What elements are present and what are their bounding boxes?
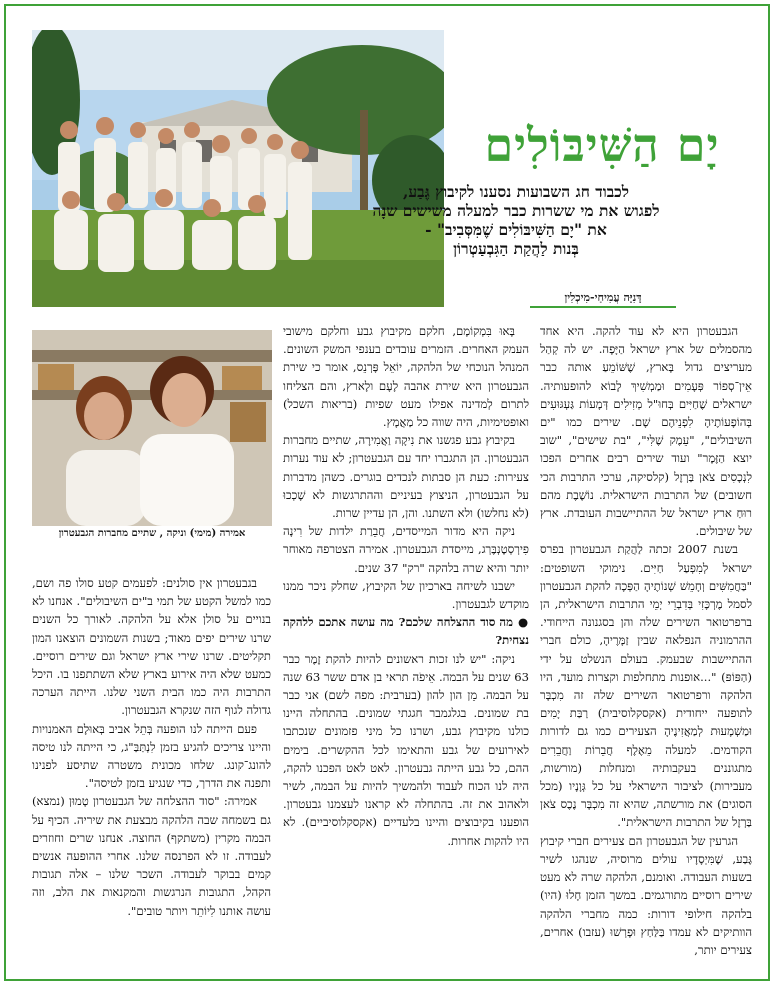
paragraph: אמירה: "סוד ההצלחה של הגבעטרון טָמוּן (נמצא) גם בשמחה שבה הלהקה מבצעת את שיריה. הכיף על הבמה מקרין (משתקף) החוצה. אנחנו שרים וחוזרים לעבודה. זו לא הפרנסה שלנו. אחרי ההופעה אנשים קמים בבוקר לעבודה. השכר שלנו – אלה תגובות הקהל, התגובות הנרגשות והמקנאות את הלב, וזה עושה אותנו לִיוֹתֵר ויותר טובים". xyxy=(32,794,271,918)
paragraph: בקיבוץ גבע פגשנו את נִיקָה וַאֲמִירָה, שתיים מחברות הגבעטרון. הן התגברו יחד עם הגבעטרון; לא עוד נערות צעירות: כעת הן סבתות לנכדים בוגרים. כשהן מדברות על הגבעטרון, הניצוץ בעיניים וההתרגשות לא שָׁכְכוּ (לא נחלשו) ולא השתנו. והן, הן עדיין שרות. xyxy=(283,433,529,521)
subhead-line: בְּנות לַהֲקַת הַגִּבְעַטְרוֹן xyxy=(453,239,579,258)
paragraph: בָּאוּ בִּמְקוֹמָם, חלקם מקיבוץ גבע וחלקם מישובי העמק האחרים. הזמרים עובדים בענפי המשק השונים. המנהל הנוכחי של הלהקה, יוֹאֵל פָּרְנֵס, אומר כי שירת הגבעטרון היא שירת אהבה לָעָם ולָארץ, והם הצליחו לתרום לְמדינה אפילו מעט שפיות (בריאות השכל) ואופטימיות, היה שווה כל מַאֲמָץ. xyxy=(283,324,529,430)
photo-caption: אמירה (מימי) וניקה , שתיים מחברות הגבעטרון xyxy=(58,528,246,539)
paragraph: בגבעטרון אין סולנים: לפעמים קטע סולו פה ושם, כמו למשל הקטע של תמי ב"ים השיבולים". אנחנו לא בנויים על סולן אלא על הלהקה. לאורך כל השנים שרנו שירים יפים מאוד; בשנות השמונים הוצאנו המון תקליטים. שרנו שירי ארץ ישראל וגם שירים רוסיים. כמעט שלא היה אירוע בארץ שלא השתתפנו בו. היכל התרבות היה כמו הבית השני שלנו. הייתה הערכה גדולה לגוף הזה שנקרא הגבעטרון. xyxy=(32,576,271,718)
bullet-icon: ● xyxy=(512,615,530,630)
text-column-2 xyxy=(283,322,529,850)
text-column-3 xyxy=(32,574,271,920)
author-byline: דָּנִיָּה עֲמִיחַי-מִיכְלִין xyxy=(530,291,676,308)
subhead-line: לכבוד חג השבועות נסענו לקיבוץ גֶּבַע, xyxy=(402,182,629,201)
article-headline: יָם הַשִּׁיבּוֹלִים xyxy=(484,118,720,172)
paragraph: הגבעטרון היא לא עוד להקה. היא אחד מהסמלים של ארץ ישראל הַיָּפָה. יש לה קְהַל מעריצים גדול בָּארץ, שֶׁשּׁוֹמֵעַ אותה כבר אֵין־סְפוֹר פְּעָמִים וּמַמְשִׁיךְ לָבוֹא להופעותיה. ישראלים שֶׁחַיִּים בְּחוּ"ל מְזִילִים דְּמָעוֹת גַּעְגּוּעִים בְּהוֹפָעוֹתֶיהָ לִפְנֵיהֶם שָׁם. שירים כמו "ים השיבולים", "עֵמֶק שֶׁלִּי", "בת שישים", "שוב יוצא הַזֶּמֶר" ועוד שירים רבים אחרים הפכו לִנְכָסִים צֹאן בַּרְזֶל (קלסיקה, ערכי התרבות הכי חשובים) של התרבות הישראלית. נוֹשֶׁבֶת מהם רוּחַ ארץ ישראל של ההתיישבות העובדת. ארץ של שיבולים. xyxy=(540,324,752,539)
subhead-line: לפגוש את מי ששרות כבר למעלה משישים שנָה xyxy=(372,201,660,220)
question-text: מה סוד ההצלחה שלכם? מה עושה אתכם ללהקה נצחית? xyxy=(283,615,529,648)
paragraph: הגרעין של הגבעטרון הם צעירים חברי קיבוץ גֶּבַע, שֶׁמִּיְסָדָיו עולים מרוסיה, שנהגו לשיר בשעות העבודה. ואומנם, הלהקה שרה לא מעט שירים רוסיים מתורגמים. במשך הזמן חָלוּ (היו) בלהקה חילופי דורות: כמה מחברי הלהקה הוותיקים לא עמדו בַּלַּחַץ וּפָרְשׁוּ (עזבו) אחרים, צעירים יותר, xyxy=(540,833,752,957)
article-subheadline xyxy=(282,182,750,258)
subhead-line: את "יָם הַשִּׁיבּוֹלִים שֶׁמִּסְּבִיב" - xyxy=(425,220,607,239)
paragraph: ניקה היא מדור המייסדים, חֲבֵרַת ילדות של רִינָה פִירְסְטֶנְבֶּרְג, מייסדת הגבעטרון. אמירה הצטרפה מאוחר יותר והיא שרה בלהקה "רק" 37 שנים. xyxy=(283,524,529,575)
portrait-photo xyxy=(32,330,272,526)
paragraph: ניקה: "יש לנו זכות ראשונים להיות להקת זֶמֶר כבר 63 שנים על הבמה. אֵיפֹה תראי בן אדם ששר 63 שנה על הבמה. מֵן הון להון (בערבית: מפה לשם) אני כבר בת שמונים. בגלגמבר חגגתי שמונים. בהתחלה היינו כולנו מקיבוץ גבע, ושרנו כל מיני פזמונים שנכתבו לאירועים של גבע והתאימו לכל ההקשרים. בימים ההם, כל גבע הייתה גבעטרון. לאט לאט הפכנו להקה, היה לנו הכוח לעבוד ולהמשיך להיות על הבמה, לשיר ולאהוב את זה. בהתחלה לא קראנו לעצמנו גבעטרון. הופענו בקיבוצים והיינו בלעדיים (אקסקלוסיביים). לא היו להקות אחרות. xyxy=(283,651,529,848)
group-photo xyxy=(32,30,444,307)
interview-question xyxy=(283,613,529,649)
paragraph: בשנת 2007 זכתה לַהֲקַת הגבעטרון בפרס ישראל לְמִפְעַל חַיִּים. נימוקי השופטים: "בַּחֲמִשִּׁים וְחָמֵשׁ שְׁנוֹתֶיהָ הַפְּכָה להקת הגבעטרון לסמל מֶרְכָּזִי בְּדִבְרֵי יְמֵי התרבות הישראלית, הן ברפרטואר השירים שלה והן בסגנונה הייחודי. ההרמוניה הנפלאה שבין זַמָּרֶיהָ, כולם חברי ההתיישבות שבעמק. בעולם הנשלט על ידי (הַפּוֹפּ) "...אופנות מתחלפות וקצרות מועד, היו הלהקה ורפרטואר השירים שלה זה מִכְבָּר לתופעה ייחודית (אקסקלוסיבית) רַבַּת יָמִים וּמַשְׁמָעוּת לְמַאֲזִינֶיהָ הצעירים כמו גם לדורות הקודמים. למעלה מֵאֶלֶף חֲבֵרוֹת וַחֲבֵרִים מתגוננים בעקבותיה ומנחלות (מורשות, מעבירות) לציבור הישראלי על כל גְּוָנָיו (מכל הסוגים) את מורשתה, שהיא זה מִכְבָּר נֶכֶס צֹאן בַּרְזֶל של התרבות הישראלית". xyxy=(540,542,752,830)
text-column-1 xyxy=(540,322,752,959)
paragraph: ישבנו לשיחה בארכיון של הקיבוץ, שחלק ניכר ממנו מוקדש לגבעטרון. xyxy=(283,578,529,612)
paragraph: פעם הייתה לנו הופעה בְּתֵל אביב בְּאוּלָם האמנויות והיינו צריכים להגיע בזמן לִנְתַּבַּ"ג, כי הייתה לנו טיסה להונג־קונג. שלחו מכונית משטרה שתיסע לפנינו ותפנה את הדרך, כדי שנגיע בזמן לטיסה". xyxy=(32,721,271,791)
